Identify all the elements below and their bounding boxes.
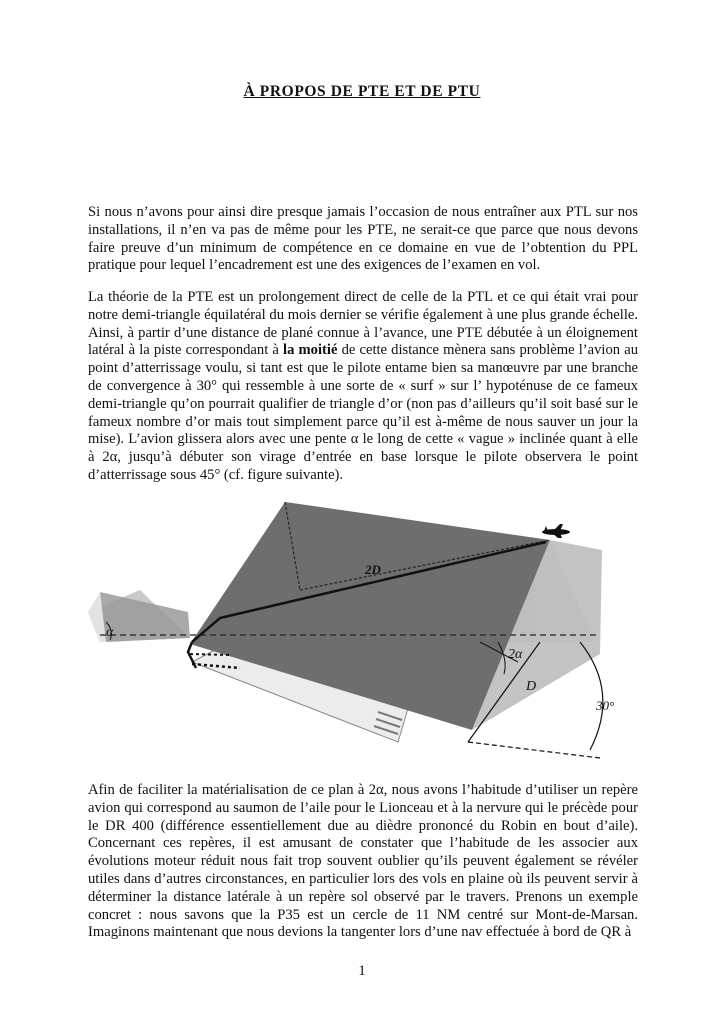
label-2alpha: 2α (508, 647, 523, 662)
page-title: À PROPOS DE PTE ET DE PTU (243, 83, 481, 100)
paragraph-theory-part2: de cette distance mènera sans problème l’avion au point d’atterrissage voulu, si tant est que le pilote entame bien sa manœuvre par une branche de convergence à 30° qui ressemble à une sorte de « surf » sur l’ hypoténuse de ce fameux demi-triangle qu’on pourrait qualifier de triangle d’or (non pas d’ailleurs qu’il soit basé sur le fameux nombre d’or mais tout simplement parce qu’il est à-même de nous sauver un jour la mise). L’avion glissera alors avec une pente α le long de cette « vague » inclinée quant à elle à 2α, jusqu’à débuter son virage d’entrée en base lorsque le pilote observera le point d’atterrissage sous 45° (cf. figure suivante). (88, 342, 638, 483)
paragraph-theory (88, 289, 638, 485)
paragraph-reperes: Afin de faciliter la matérialisation de ce plan à 2α, nous avons l’habitude d’utiliser un repère avion qui correspond au saumon de l’aile pour le Lionceau et à la nervure qui le précède pour le DR 400 (différence essentiellement due au dièdre prononcé du Robin en bout d’aile). Concernant ces repères, il est amusant de constater que l’habitude de les associer aux évolutions moteur réduit nous fait trop souvent oublier qu’ils peuvent également se révéler utiles dans d’autres circonstances, en particulier lors des vols en plaine où ils peuvent servir à déterminer la distance latérale à un repère sol observé par le travers. Prenons un exemple concret : nous savons que la P35 est un cercle de 11 NM centré sur Mont-de-Marsan. Imaginons maintenant que nous devions la tangenter lors d’une nav effectuée à bord de QR à (88, 782, 638, 941)
label-d: D (526, 679, 537, 694)
label-30-degrees: 30° (596, 698, 615, 713)
paragraph-theory-bold: la moitié (283, 342, 338, 359)
airplane-icon (542, 524, 570, 538)
label-alpha: α (106, 625, 114, 640)
paragraph-theory-part1: La théorie de la PTE est un prolongement direct de celle de la PTL et ce qui était vrai pour notre demi-triangle équilatéral du mois dernier se vérifie également à une plus grande échelle. Ainsi, à partir d’une distance de plané connue à l’avance, une PTE débutée à un éloignement latéral à la piste correspondant à (88, 289, 638, 359)
label-2d: 2D (365, 562, 381, 577)
paragraph-intro: Si nous n’avons pour ainsi dire presque jamais l’occasion de nous entraîner aux PTL sur nos installations, il n’en va pas de même pour les PTE, ne serait-ce que parce que nous devons faire preuve d’un minimum de compétence en ce domaine en vue de l’obtention du PPL pratique pour lequel l’encadrement est une des exigences de l’examen en vol. (88, 204, 638, 274)
page-number: 1 (358, 963, 366, 979)
pte-diagram-figure (80, 492, 640, 764)
distance-d-extension (468, 742, 600, 758)
